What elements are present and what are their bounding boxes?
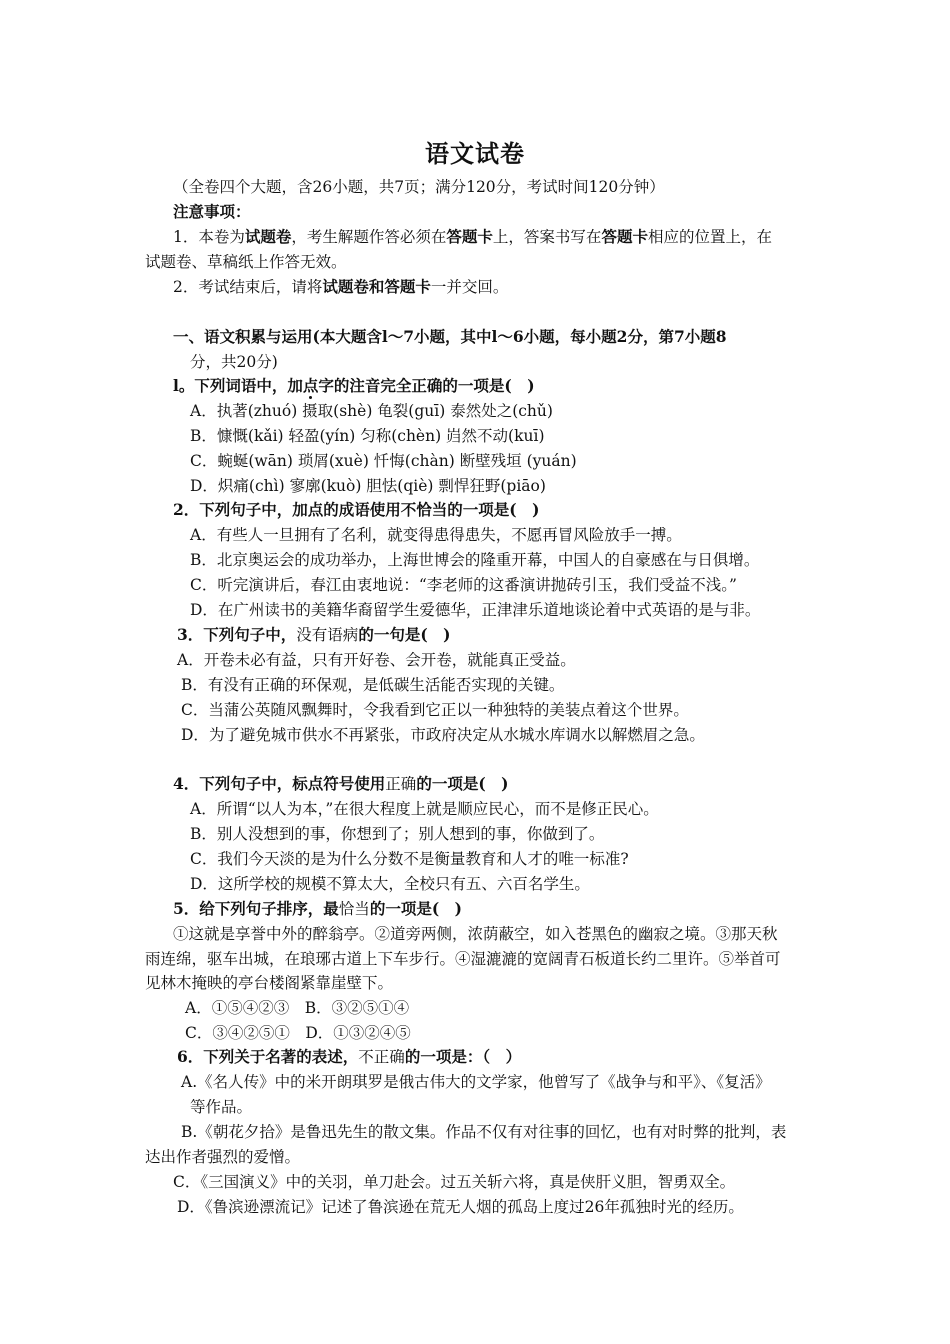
notice-1-bold-paper: 试题卷 (244, 227, 292, 246)
q6-stem-text: 的一项是：（ ） (404, 1047, 522, 1066)
question-6-stem (177, 1046, 521, 1068)
q6-option-a-line2: 等作品。 (190, 1098, 253, 1116)
q4-option-d: D．这所学校的规模不算太大，全校只有五、六百名学生。 (190, 875, 590, 893)
q5-passage-line: 雨连绵，驱车出城，在琅琊古道上下车步行。④湿漉漉的宽阔青石板道长约二里许。⑤举首可 (145, 950, 781, 968)
q3-stem-text: 的一句是( ) (358, 625, 451, 644)
q5-stem-text: 的一项是( ) (369, 899, 462, 918)
section-1-heading-line2: 分，共20分) (190, 353, 278, 371)
notice-1-text: 1．本卷为 (173, 228, 245, 246)
q2-option-d: D．在广州读书的美籍华裔留学生爱德华，正津津乐道地谈论着中式英语的是与非。 (190, 601, 761, 619)
question-4-stem (173, 773, 508, 795)
notice-item-1-line2: 试题卷、草稿纸上作答无效。 (145, 253, 347, 271)
exam-subtitle: （全卷四个大题，含26小题，共7页；满分120分，考试时间120分钟） (173, 178, 665, 196)
question-5-stem (173, 898, 462, 920)
q1-option-a: A．执著(zhuó) 摄取(shè) 龟裂(guī) 泰然处之(chǔ) (190, 402, 553, 420)
q1-stem-text: 字的注音完全正确的一项是( ) (318, 376, 535, 395)
notice-item-2 (173, 276, 508, 298)
q2-option-b: B．北京奥运会的成功举办，上海世博会的隆重开幕，中国人的自豪感在与日俱增。 (190, 551, 760, 569)
q3-option-c: C．当蒲公英随风飘舞时，令我看到它正以一种独特的美装点着这个世界。 (181, 701, 689, 719)
q3-option-a: A．开卷未必有益，只有开好卷、会开卷，就能真正受益。 (177, 651, 576, 669)
q5-stem-text: 5．给下列句子排序，最 (173, 899, 339, 918)
q6-option-c: C．《三国演义》中的关羽，单刀赴会。过五关斩六将，真是侠肝义胆，智勇双全。 (173, 1173, 736, 1191)
page-title: 语文试卷 (425, 140, 525, 168)
q1-stem-dotted: 点 (302, 376, 319, 395)
q1-option-b: B．慷慨(kǎi) 轻盈(yín) 匀称(chèn) 岿然不动(kuī) (190, 427, 545, 445)
notice-2-bold: 试题卷和答题卡 (322, 277, 431, 296)
q6-option-b-line2: 达出作者强烈的爱憎。 (145, 1148, 301, 1166)
notice-1-text: 相应的位置上，在 (647, 228, 772, 246)
q1-stem-text: l。下列词语中，加 (173, 376, 303, 395)
q4-option-c: C．我们今天淡的是为什么分数不是衡量教育和人才的唯一标准? (190, 850, 629, 868)
notice-2-text: 一并交回。 (430, 278, 509, 296)
q1-option-d: D．炽痛(chì) 寥廓(kuò) 胆怯(qiè) 剽悍狂野(piāo) (190, 477, 546, 495)
question-3-stem (177, 624, 450, 646)
notice-item-1 (173, 226, 772, 248)
q2-option-a: A．有些人一旦拥有了名利，就变得患得患失，不愿再冒风险放手一搏。 (190, 526, 682, 544)
q4-stem-text: 的一项是( ) (416, 774, 509, 793)
q5-options-row-2: C．③④②⑤① D．①③②④⑤ (185, 1024, 411, 1042)
q3-stem-emphasis: 没有语病 (296, 626, 359, 644)
q2-option-c: C．听完演讲后，春江由衷地说：“李老师的这番演讲抛砖引玉，我们受益不浅。” (190, 576, 737, 594)
q6-stem-emphasis: 不正确 (358, 1048, 405, 1066)
notice-1-bold-card: 答题卡 (446, 227, 493, 246)
q5-stem-emphasis: 恰当 (338, 900, 370, 918)
q3-stem-text: 3．下列句子中， (177, 625, 297, 644)
notice-label: 注意事项： (173, 202, 251, 221)
q1-option-c: C．蜿蜒(wān) 琐屑(xuè) 忏悔(chàn) 断壁残垣 (yuán) (190, 452, 577, 470)
q4-stem-emphasis: 正确 (385, 775, 417, 793)
q4-stem-text: 4．下列句子中，标点符号使用 (173, 774, 386, 793)
question-1-stem (173, 375, 535, 397)
q5-passage-line: 见林木掩映的亭台楼阁紧靠崖壁下。 (145, 974, 394, 992)
question-2-stem: 2．下列句子中，加点的成语使用不恰当的一项是( ) (173, 500, 540, 519)
q4-option-a: A．所谓“以人为本，”在很大程度上就是顺应民心，而不是修正民心。 (190, 800, 659, 818)
q3-option-b: B．有没有正确的环保观，是低碳生活能否实现的关键。 (181, 676, 565, 694)
q6-option-b: B.《朝花夕拾》是鲁迅先生的散文集。作品不仅有对往事的回忆，也有对时弊的批判，表 (181, 1123, 787, 1141)
q5-passage-line: ①这就是享誉中外的醉翁亭。②道旁两侧，浓荫蔽空，如入苍黑色的幽寂之境。③那天秋 (173, 925, 778, 943)
notice-1-text: ，考生解题作答必须在 (291, 228, 447, 246)
q3-option-d: D．为了避免城市供水不再紧张，市政府决定从水城水库调水以解燃眉之急。 (181, 726, 705, 744)
notice-2-text: 2．考试结束后，请将 (173, 278, 323, 296)
q5-options-row-1: A．①⑤④②③ B．③②⑤①④ (185, 999, 410, 1017)
section-1-heading: 一、语文积累与运用(本大题含l～7小题，其中l～6小题，每小题2分，第7小题8 (173, 327, 727, 346)
q6-stem-text: 6．下列关于名著的表述， (177, 1047, 359, 1066)
q6-option-a: A.《名人传》中的米开朗琪罗是俄古伟大的文学家，他曾写了《战争与和平》、《复活》 (181, 1073, 771, 1091)
q4-option-b: B．别人没想到的事，你想到了；别人想到的事，你做到了。 (190, 825, 605, 843)
q6-option-d: D．《鲁滨逊漂流记》记述了鲁滨逊在荒无人烟的孤岛上度过26年孤独时光的经历。 (177, 1198, 744, 1216)
notice-1-text: 上，答案书写在 (492, 228, 602, 246)
notice-1-bold-card: 答题卡 (601, 227, 648, 246)
